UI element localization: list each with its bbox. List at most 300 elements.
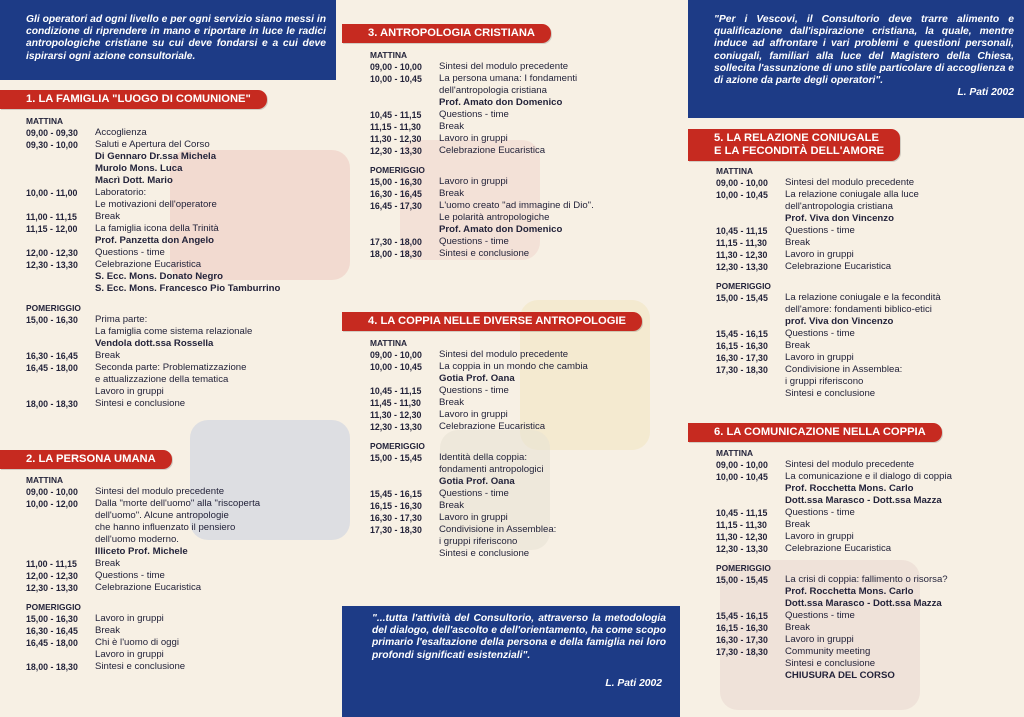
- schedule-time: 11,15 - 11,30: [370, 122, 421, 132]
- activity-text: Questions - time: [439, 488, 509, 499]
- bishops-quote-signature: L. Pati 2002: [957, 87, 1014, 99]
- schedule-activity: [785, 352, 941, 364]
- activity-text: Questions - time: [439, 109, 509, 120]
- schedule-row: [26, 127, 280, 139]
- speaker-name: Murolo Mons. Luca: [95, 163, 183, 174]
- schedule-activity: [785, 622, 952, 634]
- activity-text: Sintesi e conclusione: [95, 398, 186, 409]
- schedule-activity: [785, 261, 941, 273]
- schedule-time: 12,30 - 13,30: [370, 146, 422, 156]
- schedule-row: [716, 340, 941, 352]
- speaker-name: Dott.ssa Marasco - Dott.ssa Mazza: [785, 598, 942, 609]
- schedule-time: 11,30 - 12,30: [716, 532, 768, 542]
- schedule-time: 11,00 - 11,15: [26, 559, 77, 569]
- activity-text: Celebrazione Eucaristica: [439, 421, 546, 432]
- activity-text: Questions - time: [95, 570, 165, 581]
- schedule-activity: [439, 121, 594, 133]
- schedule-row: [716, 249, 941, 261]
- schedule-row: [26, 498, 260, 558]
- activity-text: Sintesi del modulo precedente: [439, 349, 569, 360]
- schedule-time: 09,00 - 10,00: [370, 350, 422, 360]
- schedule-time: 16,30 - 16,45: [370, 189, 422, 199]
- activity-text: Lavoro in gruppi: [785, 634, 854, 645]
- schedule-activity: [439, 421, 588, 433]
- schedule-activity: [439, 349, 588, 361]
- session-label: MATTINA: [26, 116, 64, 126]
- activity-text: Questions - time: [785, 225, 855, 236]
- schedule-activity: [95, 362, 280, 398]
- schedule-time: 10,45 - 11,15: [370, 386, 422, 396]
- schedule-time: 10,45 - 11,15: [370, 110, 422, 120]
- activity-text: Break: [785, 622, 811, 633]
- schedule-activity: [95, 187, 280, 211]
- activity-text: Accoglienza: [95, 127, 147, 138]
- schedule-activity: [785, 646, 952, 682]
- schedule-row: [26, 350, 280, 362]
- bishops-quote-box: [688, 0, 1024, 118]
- schedule-time: 16,15 - 16,30: [716, 623, 768, 633]
- schedule-row: [716, 459, 952, 471]
- schedule-row: [26, 314, 280, 350]
- schedule-activity: [439, 145, 594, 157]
- activity-text: Celebrazione Eucaristica: [95, 259, 202, 270]
- activity-text: La comunicazione e il dialogo di coppia: [785, 471, 952, 482]
- activity-text: L'uomo creato "ad immagine di Dio".: [439, 200, 594, 211]
- activity-text: fondamenti antropologici: [439, 464, 544, 475]
- schedule-row: [26, 223, 280, 247]
- schedule-activity: [785, 225, 941, 237]
- activity-text: Sintesi e conclusione: [785, 658, 876, 669]
- schedule-row: [716, 646, 952, 682]
- schedule-row: [716, 225, 941, 237]
- activity-text: i gruppi riferiscono: [785, 376, 864, 387]
- schedule-activity: [439, 73, 594, 109]
- schedule-time: 11,30 - 12,30: [716, 250, 768, 260]
- schedule-row: [716, 352, 941, 364]
- schedule-activity: [95, 350, 280, 362]
- schedule-activity: [785, 459, 952, 471]
- schedule-row: [26, 139, 280, 187]
- activity-text: Sintesi e conclusione: [439, 548, 530, 559]
- speaker-name: Prof. Rocchetta Mons. Carlo: [785, 586, 914, 597]
- speaker-name: Vendola dott.ssa Rossella: [95, 338, 214, 349]
- schedule-row: [26, 187, 280, 211]
- schedule-time: 16,15 - 16,30: [716, 341, 768, 351]
- activity-text: La famiglia icona della Trinità: [95, 223, 219, 234]
- schedule-time: 12,30 - 13,30: [716, 262, 768, 272]
- activity-text: Dalla "morte dell'uomo" alla "riscoperta: [95, 498, 261, 509]
- activity-text: Questions - time: [439, 385, 509, 396]
- module-4-title: 4. LA COPPIA NELLE DIVERSE ANTROPOLOGIE: [342, 312, 642, 331]
- schedule-row: [370, 397, 588, 409]
- schedule-row: [26, 558, 260, 570]
- schedule-time: 12,00 - 12,30: [26, 571, 78, 581]
- schedule-activity: [785, 340, 941, 352]
- schedule-activity: [95, 661, 260, 673]
- schedule-row: [370, 421, 588, 433]
- activity-text: Break: [95, 558, 121, 569]
- schedule-row: [370, 133, 594, 145]
- schedule-time: 15,00 - 16,30: [370, 177, 422, 187]
- activity-text: Laboratorio:: [95, 187, 147, 198]
- speaker-name: Gotia Prof. Oana: [439, 476, 515, 487]
- module-2-title: 2. LA PERSONA UMANA: [0, 450, 172, 469]
- activity-text: Sintesi e conclusione: [95, 661, 186, 672]
- schedule-time: 16,30 - 17,30: [370, 513, 422, 523]
- schedule-time: 11,15 - 12,00: [26, 224, 78, 234]
- schedule-time: 12,00 - 12,30: [26, 248, 78, 258]
- schedule-row: [370, 361, 588, 385]
- schedule-time: 16,30 - 17,30: [716, 635, 768, 645]
- activity-text: Seconda parte: Problematizzazione: [95, 362, 247, 373]
- session-label: MATTINA: [370, 50, 408, 60]
- activity-text: Break: [95, 350, 121, 361]
- schedule-time: 10,00 - 10,45: [716, 190, 768, 200]
- schedule-row: [716, 531, 952, 543]
- schedule-activity: [439, 500, 588, 512]
- schedule-activity: [439, 200, 594, 236]
- schedule-time: 10,45 - 11,15: [716, 226, 768, 236]
- activity-text: i gruppi riferiscono: [439, 536, 518, 547]
- schedule-activity: [439, 397, 588, 409]
- schedule-row: [370, 188, 594, 200]
- activity-text: Break: [95, 625, 121, 636]
- activity-text: dell'antropologia cristiana: [439, 85, 547, 96]
- activity-text: Sintesi del modulo precedente: [785, 459, 915, 470]
- schedule-time: 10,00 - 11,00: [26, 188, 78, 198]
- activity-text: dell'uomo moderno.: [95, 534, 179, 545]
- schedule-time: 17,30 - 18,30: [716, 365, 768, 375]
- schedule-time: 16,45 - 17,30: [370, 201, 422, 211]
- module-6-schedule: [716, 448, 952, 682]
- activity-text: e attualizzazione della tematica: [95, 374, 229, 385]
- activity-text: Celebrazione Eucaristica: [439, 145, 546, 156]
- schedule-time: 12,30 - 13,30: [716, 544, 768, 554]
- schedule-activity: [95, 314, 280, 350]
- schedule-row: [370, 500, 588, 512]
- schedule-row: [26, 362, 280, 398]
- schedule-time: 15,45 - 16,15: [716, 329, 768, 339]
- activity-text: Sintesi e conclusione: [785, 388, 876, 399]
- speaker-name: Illiceto Prof. Michele: [95, 546, 188, 557]
- schedule-activity: [785, 177, 941, 189]
- schedule-row: [26, 661, 260, 673]
- schedule-row: [26, 259, 280, 295]
- speaker-name: S. Ecc. Mons. Francesco Pio Tamburrino: [95, 283, 281, 294]
- activity-text: Sintesi e conclusione: [439, 248, 530, 259]
- speaker-name: Prof. Rocchetta Mons. Carlo: [785, 483, 914, 494]
- schedule-row: [370, 385, 588, 397]
- schedule-activity: [439, 61, 594, 73]
- session-label: MATTINA: [716, 448, 754, 458]
- schedule-row: [716, 328, 941, 340]
- speaker-name: Prof. Viva don Vincenzo: [785, 213, 894, 224]
- activity-text: Celebrazione Eucaristica: [785, 543, 892, 554]
- schedule-time: 17,30 - 18,30: [716, 647, 768, 657]
- schedule-row: [370, 512, 588, 524]
- schedule-time: 15,00 - 15,45: [716, 293, 768, 303]
- schedule-activity: [95, 582, 260, 594]
- schedule-time: 10,00 - 10,45: [370, 74, 422, 84]
- schedule-row: [716, 507, 952, 519]
- schedule-time: 09,00 - 10,00: [716, 178, 768, 188]
- schedule-time: 15,00 - 16,30: [26, 315, 78, 325]
- activity-text: Lavoro in gruppi: [439, 512, 508, 523]
- schedule-time: 11,15 - 11,30: [716, 520, 767, 530]
- speaker-name: Prof. Panzetta don Angelo: [95, 235, 215, 246]
- activity-text: Lavoro in gruppi: [95, 649, 164, 660]
- schedule-row: [370, 524, 588, 560]
- schedule-row: [716, 189, 941, 225]
- schedule-activity: [785, 507, 952, 519]
- schedule-activity: [785, 471, 952, 507]
- schedule-time: 16,30 - 16,45: [26, 351, 78, 361]
- schedule-row: [716, 471, 952, 507]
- activity-text: Condivisione in Assemblea:: [439, 524, 557, 535]
- schedule-time: 12,30 - 13,30: [370, 422, 422, 432]
- schedule-time: 10,00 - 12,00: [26, 499, 78, 509]
- schedule-row: [716, 292, 941, 328]
- schedule-activity: [785, 610, 952, 622]
- schedule-activity: [439, 512, 588, 524]
- schedule-time: 11,00 - 11,15: [26, 212, 77, 222]
- speaker-name: Di Gennaro Dr.ssa Michela: [95, 151, 217, 162]
- schedule-row: [716, 634, 952, 646]
- schedule-row: [716, 261, 941, 273]
- session-label: POMERIGGIO: [370, 165, 425, 175]
- column-middle: [342, 0, 684, 717]
- schedule-time: 11,15 - 11,30: [716, 238, 767, 248]
- activity-text: La famiglia come sistema relazionale: [95, 326, 253, 337]
- activity-text: Le motivazioni dell'operatore: [95, 199, 217, 210]
- activity-text: Prima parte:: [95, 314, 148, 325]
- schedule-row: [716, 519, 952, 531]
- schedule-activity: [95, 211, 280, 223]
- schedule-time: 10,45 - 11,15: [716, 508, 768, 518]
- activity-text: Break: [95, 211, 121, 222]
- schedule-row: [26, 398, 280, 410]
- schedule-activity: [785, 189, 941, 225]
- activity-text: La relazione coniugale alla luce: [785, 189, 919, 200]
- schedule-row: [716, 543, 952, 555]
- schedule-activity: [785, 364, 941, 400]
- schedule-time: 09,30 - 10,00: [26, 140, 78, 150]
- schedule-activity: [785, 237, 941, 249]
- schedule-row: [26, 247, 280, 259]
- module-3-title: 3. ANTROPOLOGIA CRISTIANA: [342, 24, 551, 43]
- schedule-activity: [785, 328, 941, 340]
- activity-text: Questions - time: [785, 610, 855, 621]
- consultorio-quote-box: [342, 606, 680, 717]
- speaker-name: prof. Viva don Vincenzo: [785, 316, 894, 327]
- schedule-activity: [95, 247, 280, 259]
- schedule-row: [716, 177, 941, 189]
- session-label: POMERIGGIO: [716, 281, 771, 291]
- activity-text: che hanno influenzato il pensiero: [95, 522, 236, 533]
- column-left: [0, 0, 336, 717]
- session-label: POMERIGGIO: [26, 602, 81, 612]
- schedule-activity: [95, 637, 260, 661]
- schedule-time: 09,00 - 10,00: [716, 460, 768, 470]
- schedule-time: 18,00 - 18,30: [26, 399, 78, 409]
- module-3-schedule: [370, 50, 594, 260]
- schedule-activity: [95, 139, 280, 187]
- schedule-row: [716, 622, 952, 634]
- consultorio-quote-signature: L. Pati 2002: [605, 677, 662, 689]
- schedule-row: [26, 211, 280, 223]
- schedule-time: 12,30 - 13,30: [26, 260, 78, 270]
- schedule-row: [26, 625, 260, 637]
- schedule-activity: [95, 558, 260, 570]
- schedule-activity: [95, 486, 260, 498]
- schedule-time: 11,45 - 11,30: [370, 398, 421, 408]
- activity-text: La relazione coniugale e la fecondità: [785, 292, 941, 303]
- schedule-time: 09,00 - 10,00: [370, 62, 422, 72]
- session-label: POMERIGGIO: [26, 303, 81, 313]
- speaker-name: S. Ecc. Mons. Donato Negro: [95, 271, 223, 282]
- session-label: POMERIGGIO: [716, 563, 771, 573]
- activity-text: Celebrazione Eucaristica: [95, 582, 202, 593]
- schedule-activity: [439, 109, 594, 121]
- bishops-quote-text: "Per i Vescovi, il Consultorio deve trarre alimento e qualificazione dall'ispirazione cristiana, la quale, mentre induce ad affrontare i vari problemi e questioni personali, coniugali, familiari alla luce del Magistero della Chiesa, sollecita l'assunzione di uno stile particolare di accoglienza e di azione da parte degli operatori".: [714, 14, 1015, 87]
- schedule-activity: [439, 452, 588, 488]
- schedule-row: [370, 200, 594, 236]
- schedule-time: 12,30 - 13,30: [26, 583, 78, 593]
- schedule-row: [716, 364, 941, 400]
- schedule-row: [370, 61, 594, 73]
- speaker-name: Prof. Amato don Domenico: [439, 224, 563, 235]
- schedule-row: [370, 145, 594, 157]
- schedule-activity: [439, 409, 588, 421]
- activity-text: Questions - time: [785, 328, 855, 339]
- activity-text: Condivisione in Assemblea:: [785, 364, 903, 375]
- module-5-title: 5. LA RELAZIONE CONIUGALE E LA FECONDITÀ DELL'AMORE: [688, 129, 900, 161]
- speaker-name: Prof. Amato don Domenico: [439, 97, 563, 108]
- module-1-title: 1. LA FAMIGLIA "LUOGO DI COMUNIONE": [0, 90, 267, 109]
- intro-quote-text: Gli operatori ad ogni livello e per ogni servizio siano messi in condizione di riprendere in mano e riportare in luce le radici antropologiche cristiane su cui deve fondarsi e a cui deve ispirarsi ogni azione consultoriale.: [26, 14, 326, 62]
- schedule-activity: [785, 574, 952, 610]
- activity-text: Lavoro in gruppi: [785, 249, 854, 260]
- schedule-time: 10,00 - 10,45: [370, 362, 422, 372]
- activity-text: Questions - time: [785, 507, 855, 518]
- schedule-time: 11,30 - 12,30: [370, 134, 422, 144]
- activity-text: Lavoro in gruppi: [95, 613, 164, 624]
- speaker-name: CHIUSURA DEL CORSO: [785, 670, 895, 681]
- schedule-row: [370, 452, 588, 488]
- schedule-activity: [95, 127, 280, 139]
- activity-text: Celebrazione Eucaristica: [785, 261, 892, 272]
- column-right: [688, 0, 1024, 717]
- activity-text: dell'antropologia cristiana: [785, 201, 893, 212]
- schedule-row: [26, 486, 260, 498]
- session-label: MATTINA: [26, 475, 64, 485]
- schedule-row: [716, 574, 952, 610]
- session-label: MATTINA: [716, 166, 754, 176]
- activity-text: Break: [439, 121, 465, 132]
- schedule-activity: [785, 249, 941, 261]
- schedule-activity: [95, 259, 280, 295]
- schedule-row: [370, 248, 594, 260]
- schedule-time: 16,30 - 17,30: [716, 353, 768, 363]
- activity-text: Questions - time: [95, 247, 165, 258]
- speaker-name: Dott.ssa Marasco - Dott.ssa Mazza: [785, 495, 942, 506]
- schedule-row: [26, 613, 260, 625]
- activity-text: Questions - time: [439, 236, 509, 247]
- schedule-activity: [439, 176, 594, 188]
- activity-text: Break: [439, 188, 465, 199]
- module-4-schedule: [370, 338, 588, 560]
- schedule-activity: [785, 543, 952, 555]
- activity-text: Break: [785, 340, 811, 351]
- activity-text: Lavoro in gruppi: [439, 409, 508, 420]
- schedule-activity: [439, 133, 594, 145]
- activity-text: Lavoro in gruppi: [785, 352, 854, 363]
- schedule-activity: [439, 248, 594, 260]
- schedule-row: [716, 610, 952, 622]
- activity-text: Sintesi del modulo precedente: [95, 486, 225, 497]
- schedule-row: [26, 570, 260, 582]
- schedule-activity: [439, 236, 594, 248]
- schedule-row: [370, 176, 594, 188]
- activity-text: La crisi di coppia: fallimento o risorsa?: [785, 574, 948, 585]
- schedule-activity: [439, 524, 588, 560]
- activity-text: Break: [785, 237, 811, 248]
- schedule-row: [716, 237, 941, 249]
- schedule-row: [370, 488, 588, 500]
- activity-text: Break: [785, 519, 811, 530]
- schedule-time: 15,00 - 15,45: [716, 575, 768, 585]
- schedule-activity: [785, 531, 952, 543]
- activity-text: Break: [439, 397, 465, 408]
- activity-text: Le polarità antropologiche: [439, 212, 550, 223]
- schedule-row: [370, 73, 594, 109]
- schedule-time: 15,00 - 15,45: [370, 453, 422, 463]
- schedule-activity: [95, 398, 280, 410]
- schedule-time: 16,15 - 16,30: [370, 501, 422, 511]
- activity-text: Lavoro in gruppi: [439, 133, 508, 144]
- consultorio-quote-text: "...tutta l'attività del Consultorio, attraverso la metodologia del dialogo, dell'ascolto e dell'orientamento, ha come scopo primario l'esaltazione della persona e della famiglia nei loro profondi significati esistenziali".: [372, 613, 666, 661]
- schedule-time: 10,00 - 10,45: [716, 472, 768, 482]
- schedule-row: [370, 349, 588, 361]
- schedule-activity: [439, 385, 588, 397]
- activity-text: Community meeting: [785, 646, 871, 657]
- module-6-title: 6. LA COMUNICAZIONE NELLA COPPIA: [688, 423, 942, 442]
- activity-text: dell'amore: fondamenti biblico-etici: [785, 304, 932, 315]
- schedule-activity: [95, 223, 280, 247]
- schedule-activity: [439, 188, 594, 200]
- schedule-activity: [95, 625, 260, 637]
- schedule-activity: [439, 361, 588, 385]
- activity-text: Lavoro in gruppi: [95, 386, 164, 397]
- module-2-schedule: [26, 475, 260, 673]
- schedule-time: 16,45 - 18,00: [26, 363, 78, 373]
- schedule-row: [370, 409, 588, 421]
- session-label: MATTINA: [370, 338, 408, 348]
- schedule-row: [370, 236, 594, 248]
- activity-text: Lavoro in gruppi: [785, 531, 854, 542]
- activity-text: Sintesi del modulo precedente: [785, 177, 915, 188]
- schedule-activity: [785, 634, 952, 646]
- activity-text: Lavoro in gruppi: [439, 176, 508, 187]
- schedule-row: [370, 109, 594, 121]
- schedule-time: 18,00 - 18,30: [370, 249, 422, 259]
- schedule-time: 09,00 - 09,30: [26, 128, 78, 138]
- activity-text: Sintesi del modulo precedente: [439, 61, 569, 72]
- schedule-time: 11,30 - 12,30: [370, 410, 422, 420]
- schedule-activity: [95, 570, 260, 582]
- schedule-row: [26, 637, 260, 661]
- schedule-row: [26, 582, 260, 594]
